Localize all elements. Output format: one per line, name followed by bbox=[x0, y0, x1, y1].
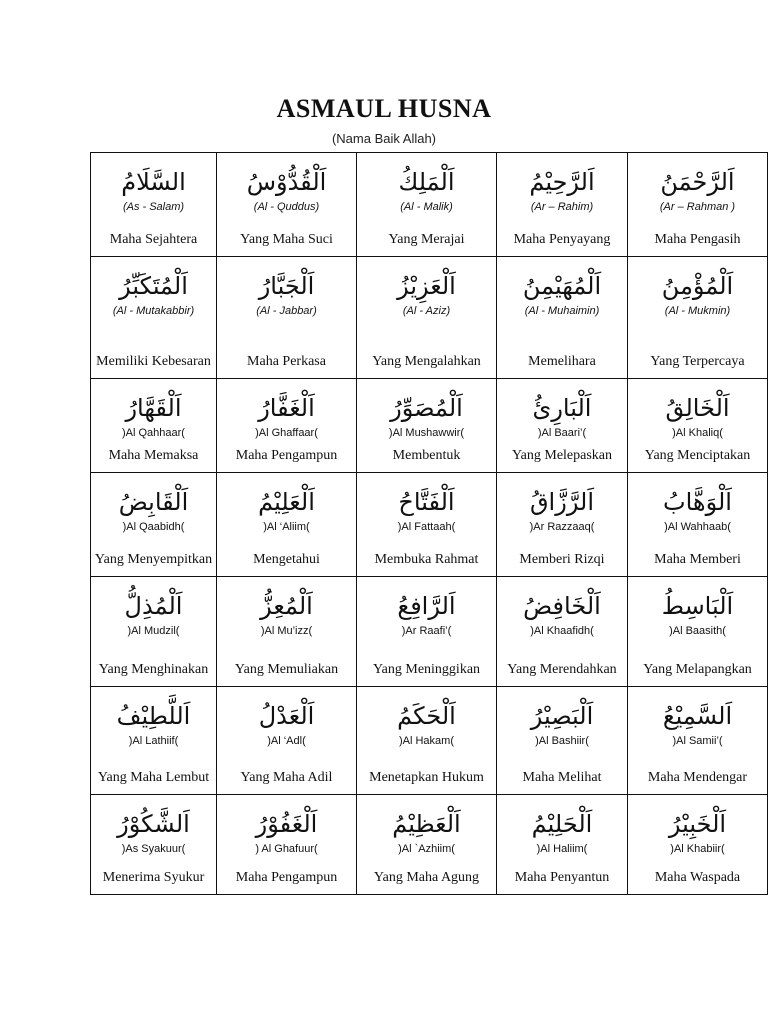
name-cell bbox=[91, 379, 217, 473]
latin-transliteration: (Al - Mutakabbir) bbox=[112, 305, 195, 317]
page-title: ASMAUL HUSNA bbox=[276, 94, 492, 123]
latin-transliteration: )Al Khabiir( bbox=[670, 843, 725, 855]
arabic-name: اَلرَّحْمَنُ bbox=[660, 168, 735, 196]
latin-transliteration: )Al Qaabidh( bbox=[122, 521, 185, 533]
arabic-name: اَلْغَفَّارُ bbox=[258, 394, 315, 422]
name-cell bbox=[628, 473, 768, 577]
meaning-text: Yang Maha Lembut bbox=[97, 770, 210, 785]
arabic-name: السَّلَامُ bbox=[121, 168, 186, 196]
name-cell bbox=[497, 795, 628, 895]
name-cell bbox=[628, 257, 768, 379]
meaning-text: Yang Maha Adil bbox=[240, 770, 333, 785]
arabic-name: اَلْخَافِضُ bbox=[523, 592, 601, 620]
meaning-text: Maha Pengampun bbox=[235, 870, 338, 885]
meaning-text: Maha Penyayang bbox=[513, 232, 611, 247]
latin-transliteration: )Al Haliim( bbox=[536, 843, 588, 855]
meaning-text: Maha Sejahtera bbox=[109, 232, 198, 247]
arabic-name: اَلْمُهَيْمِنُ bbox=[522, 272, 602, 300]
latin-transliteration: (Ar – Rahim) bbox=[530, 201, 594, 213]
meaning-text: Membentuk bbox=[392, 448, 461, 463]
latin-transliteration: (Al - Muhaimin) bbox=[524, 305, 600, 317]
latin-transliteration: )Ar Razzaaq( bbox=[529, 521, 595, 533]
meaning-text: Maha Pengampun bbox=[235, 448, 338, 463]
meaning-text: Membuka Rahmat bbox=[374, 552, 479, 567]
name-cell bbox=[91, 153, 217, 257]
arabic-name: اَلْبَصِيْرُ bbox=[530, 702, 594, 730]
latin-transliteration: (Ar – Rahman ) bbox=[659, 201, 736, 213]
name-cell bbox=[357, 153, 497, 257]
latin-transliteration: )Al Hakam( bbox=[398, 735, 454, 747]
arabic-name: اَلْحَكَمُ bbox=[397, 702, 456, 730]
latin-transliteration: )Al ‘Adl( bbox=[267, 735, 306, 747]
table-row bbox=[91, 379, 768, 473]
arabic-name: اَلْمَلِكُ bbox=[398, 168, 455, 196]
meaning-text: Mengetahui bbox=[253, 552, 320, 567]
arabic-name: اَلْفَتَّاحُ bbox=[398, 488, 455, 516]
arabic-name: اَلشَّكُوْرُ bbox=[117, 810, 190, 838]
arabic-name: اَلْوَهَّابُ bbox=[663, 488, 732, 516]
name-cell bbox=[91, 687, 217, 795]
latin-transliteration: )Ar Raafi’( bbox=[401, 625, 452, 637]
name-cell bbox=[628, 153, 768, 257]
meaning-text: Memberi Rizqi bbox=[519, 552, 605, 567]
latin-transliteration: (Al - Jabbar) bbox=[256, 305, 317, 317]
meaning-text: Maha Pengasih bbox=[654, 232, 741, 247]
latin-transliteration: (Al - Malik) bbox=[400, 201, 453, 213]
page-subtitle: (Nama Baik Allah) bbox=[331, 131, 437, 146]
arabic-name: اَلْخَبِيْرُ bbox=[668, 810, 727, 838]
latin-transliteration: (As - Salam) bbox=[122, 201, 185, 213]
name-cell bbox=[628, 379, 768, 473]
latin-transliteration: ) Al Ghafuur( bbox=[255, 843, 318, 855]
arabic-name: اَلْمُؤْمِنُ bbox=[661, 272, 734, 300]
latin-transliteration: )Al Mushawwir( bbox=[388, 427, 465, 439]
meaning-text: Yang Menyempitkan bbox=[94, 552, 213, 567]
latin-transliteration: )Al Mu’izz( bbox=[260, 625, 313, 637]
meaning-text: Yang Menciptakan bbox=[644, 448, 751, 463]
meaning-text: Yang Maha Agung bbox=[373, 870, 480, 885]
arabic-name: اَلْمُذِلُّ bbox=[124, 592, 183, 620]
name-cell bbox=[357, 795, 497, 895]
name-cell bbox=[497, 153, 628, 257]
latin-transliteration: )Al `Azhiim( bbox=[398, 843, 455, 855]
name-cell bbox=[217, 473, 357, 577]
name-cell bbox=[357, 473, 497, 577]
latin-transliteration: )Al Baari’( bbox=[537, 427, 587, 439]
latin-transliteration: (Al - Mukmin) bbox=[664, 305, 731, 317]
latin-transliteration: )Al Qahhaar( bbox=[122, 427, 185, 439]
latin-transliteration: )Al Lathiif( bbox=[128, 735, 179, 747]
meaning-text: Yang Melapangkan bbox=[643, 662, 752, 677]
name-cell bbox=[497, 687, 628, 795]
latin-transliteration: )Al Wahhaab( bbox=[664, 521, 731, 533]
meaning-text: Yang Terpercaya bbox=[650, 354, 745, 369]
arabic-name: اَلْقُدُّوْسُ bbox=[246, 168, 327, 196]
arabic-name: اَلْبَارِئُ bbox=[532, 394, 592, 422]
arabic-name: اَلرَّزَّاقُ bbox=[529, 488, 595, 516]
arabic-name: اَللَّطِيْفُ bbox=[116, 702, 191, 730]
table-row bbox=[91, 473, 768, 577]
name-cell bbox=[357, 379, 497, 473]
latin-transliteration: )Al Baasith( bbox=[669, 625, 726, 637]
meaning-text: Yang Menghinakan bbox=[98, 662, 209, 677]
table-row bbox=[91, 687, 768, 795]
meaning-text: Menetapkan Hukum bbox=[369, 770, 484, 785]
arabic-name: اَلرَّحِيْمُ bbox=[529, 168, 595, 196]
arabic-name: اَلْحَلِيْمُ bbox=[531, 810, 593, 838]
name-cell bbox=[628, 795, 768, 895]
latin-transliteration: )Al Fattaah( bbox=[397, 521, 456, 533]
latin-transliteration: )Al Khaliq( bbox=[672, 427, 723, 439]
arabic-name: اَلْقَابِضُ bbox=[118, 488, 189, 516]
meaning-text: Yang Melepaskan bbox=[511, 448, 613, 463]
meaning-text: Yang Meninggikan bbox=[372, 662, 481, 677]
arabic-name: اَلْمُعِزُّ bbox=[260, 592, 313, 620]
arabic-name: اَلْعَظِيْمُ bbox=[392, 810, 461, 838]
table-row bbox=[91, 795, 768, 895]
name-cell bbox=[357, 577, 497, 687]
table-row bbox=[91, 257, 768, 379]
arabic-name: اَلْعَزِيْزُ bbox=[397, 272, 456, 300]
name-cell bbox=[91, 257, 217, 379]
meaning-text: Maha Memaksa bbox=[108, 448, 199, 463]
name-cell bbox=[217, 257, 357, 379]
meaning-text: Yang Maha Suci bbox=[240, 232, 333, 247]
meaning-text: Yang Mengalahkan bbox=[372, 354, 481, 369]
latin-transliteration: )Al Ghaffaar( bbox=[255, 427, 318, 439]
arabic-name: اَلْعَدْلُ bbox=[258, 702, 315, 730]
arabic-name: اَلْعَلِيْمُ bbox=[258, 488, 315, 516]
table-row bbox=[91, 153, 768, 257]
meaning-text: Menerima Syukur bbox=[102, 870, 205, 885]
name-cell bbox=[217, 153, 357, 257]
meaning-text: Maha Waspada bbox=[654, 870, 741, 885]
name-cell bbox=[217, 795, 357, 895]
arabic-name: اَلسَّمِيْعُ bbox=[662, 702, 733, 730]
name-cell bbox=[628, 577, 768, 687]
name-cell bbox=[217, 687, 357, 795]
meaning-text: Yang Memuliakan bbox=[234, 662, 339, 677]
name-cell bbox=[497, 577, 628, 687]
table-row bbox=[91, 577, 768, 687]
latin-transliteration: )Al Samii’( bbox=[672, 735, 723, 747]
arabic-name: اَلْقَهَّارُ bbox=[125, 394, 182, 422]
arabic-name: اَلْخَالِقُ bbox=[665, 394, 730, 422]
arabic-name: اَلرَّافِعُ bbox=[397, 592, 456, 620]
meaning-text: Memelihara bbox=[528, 354, 596, 369]
arabic-name: اَلْمُتَكَبِّرُ bbox=[119, 272, 188, 300]
name-cell bbox=[217, 577, 357, 687]
name-cell bbox=[628, 687, 768, 795]
name-cell bbox=[497, 257, 628, 379]
name-cell bbox=[357, 687, 497, 795]
meaning-text: Maha Mendengar bbox=[647, 770, 748, 785]
meaning-text: Yang Merendahkan bbox=[507, 662, 617, 677]
latin-transliteration: )Al Mudzil( bbox=[127, 625, 180, 637]
name-cell bbox=[91, 473, 217, 577]
meaning-text: Yang Merajai bbox=[388, 232, 465, 247]
name-cell bbox=[497, 473, 628, 577]
latin-transliteration: )Al ‘Aliim( bbox=[263, 521, 310, 533]
meaning-text: Maha Memberi bbox=[654, 552, 741, 567]
latin-transliteration: )As Syakuur( bbox=[121, 843, 186, 855]
latin-transliteration: (Al - Quddus) bbox=[253, 201, 320, 213]
meaning-text: Maha Perkasa bbox=[247, 354, 326, 369]
name-cell bbox=[217, 379, 357, 473]
latin-transliteration: )Al Bashiir( bbox=[535, 735, 589, 747]
asmaul-husna-table bbox=[90, 152, 768, 895]
latin-transliteration: )Al Khaafidh( bbox=[530, 625, 594, 637]
meaning-text: Maha Penyantun bbox=[514, 870, 610, 885]
name-cell bbox=[91, 795, 217, 895]
meaning-text: Maha Melihat bbox=[522, 770, 602, 785]
arabic-name: اَلْمُصَوِّرُ bbox=[390, 394, 463, 422]
arabic-name: اَلْبَاسِطُ bbox=[661, 592, 734, 620]
arabic-name: اَلْجَبَّارُ bbox=[258, 272, 315, 300]
meaning-text: Memiliki Kebesaran bbox=[96, 354, 211, 369]
name-cell bbox=[357, 257, 497, 379]
arabic-name: اَلْغَفُوْرُ bbox=[255, 810, 318, 838]
name-cell bbox=[91, 577, 217, 687]
latin-transliteration: (Al - Aziz) bbox=[402, 305, 451, 317]
name-cell bbox=[497, 379, 628, 473]
